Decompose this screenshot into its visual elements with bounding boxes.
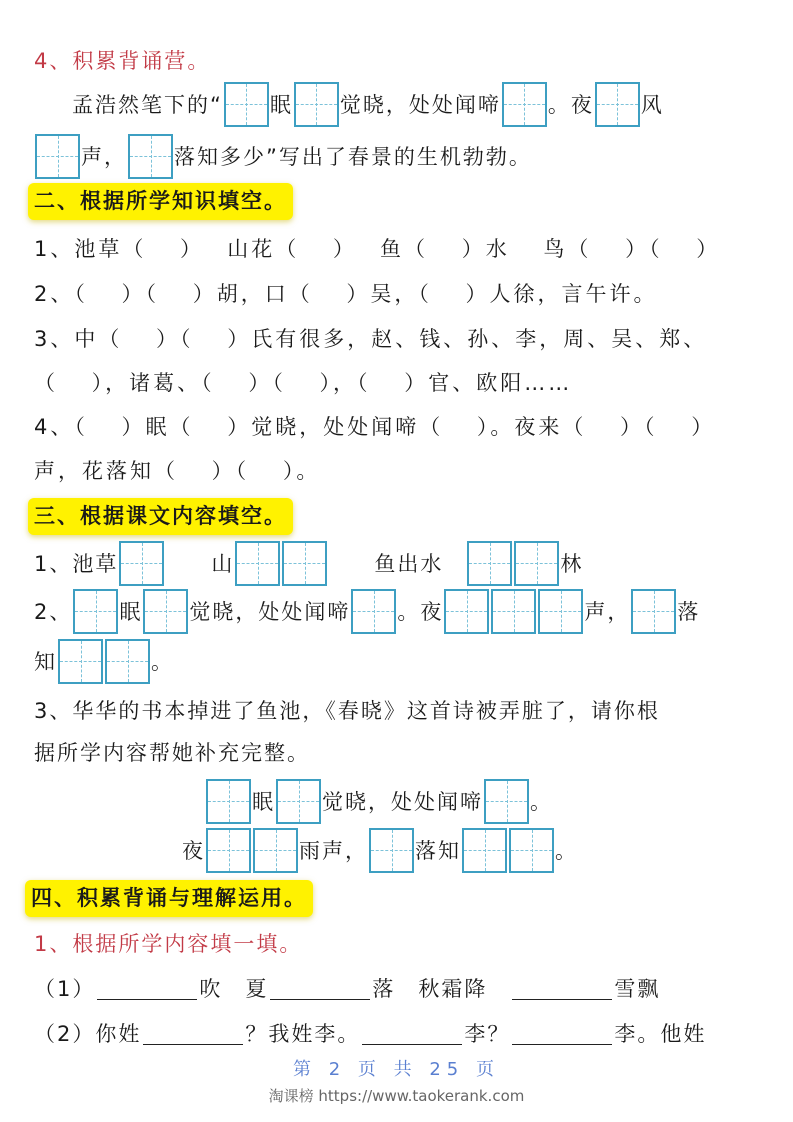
text-segment: 李？ [464,1022,511,1046]
answer-blank[interactable] [270,977,370,1000]
text-segment: 夜 [182,839,205,863]
writing-grid-box[interactable] [253,828,298,873]
writing-grid-box[interactable] [444,589,489,634]
text-segment: 觉晓，处处闻啼 [189,600,351,624]
writing-grid-box[interactable] [538,589,583,634]
heading-section-4: 四、积累背诵与理解运用。 [25,880,313,917]
text-segment: 3、华华的书本掉进了鱼池，《春晓》这首诗被弄脏了，请你根 [34,699,660,723]
text-segment: 吹 夏 [199,977,269,1001]
answer-blank[interactable] [512,977,612,1000]
writing-grid-box[interactable] [128,134,173,179]
answer-blank[interactable] [143,1022,243,1045]
writing-grid-box[interactable] [491,589,536,634]
answer-blank[interactable] [362,1022,462,1045]
text-segment: 眠 [119,600,143,624]
writing-grid-box[interactable] [631,589,676,634]
text-segment: 李。他姓 [614,1022,707,1046]
text-line [34,587,700,635]
text-segment: 林 [560,552,584,576]
watermark: 淘课榜 https://www.taokerank.com [268,1087,525,1105]
text-segment: 。 [151,650,174,674]
text-line: 声，花落知（ ）（ ）。 [34,459,321,483]
text-segment: 风 [640,93,664,117]
writing-grid-box[interactable] [235,541,280,586]
text-segment: （2）你姓 [34,1022,142,1046]
writing-grid-box[interactable] [467,541,512,586]
writing-grid-box[interactable] [462,828,507,873]
text-segment: 2、 [34,600,73,624]
text-segment: （1） [34,977,96,1001]
writing-grid-box[interactable] [294,82,339,127]
text-segment: 眠 [269,93,293,117]
text-line [182,826,578,874]
writing-grid-box[interactable] [206,779,251,824]
text-segment: 。 [530,790,553,814]
text-line [72,80,664,128]
text-line: 3、中（ ）（ ）氏有很多，赵、钱、孙、李，周、吴、郑、 [34,327,708,351]
text-segment: 据所学内容帮她补充完整。 [34,741,310,765]
text-segment: 眠 [252,790,275,814]
text-line [205,777,553,825]
text-segment: 落知 [415,839,461,863]
text-segment: 知 [34,650,57,674]
text-line [34,728,310,776]
heading-section-3: 三、根据课文内容填空。 [28,498,293,535]
text-segment: 。夜 [547,93,594,117]
writing-grid-box[interactable] [58,639,103,684]
text-segment: 。夜 [397,600,444,624]
text-line: 4、（ ）眠（ ）觉晓，处处闻啼（ ）。夜来（ ）（ ） [34,415,716,439]
subheading-fill: 1、根据所学内容填一填。 [34,932,303,956]
text-segment: 雪飘 [614,977,661,1001]
writing-grid-box[interactable] [509,828,554,873]
text-segment: 。 [555,839,578,863]
page-number: 第 2 页 共 25 页 [293,1059,500,1080]
text-line: （ ），诸葛、（ ）（ ），（ ）官、欧阳…… [34,371,573,395]
text-segment: 山 [165,552,235,576]
text-line [34,686,660,734]
text-line [34,1009,706,1057]
text-line [34,964,660,1012]
text-segment: 鱼出水 [328,552,467,576]
writing-grid-box[interactable] [105,639,150,684]
writing-grid-box[interactable] [73,589,118,634]
text-line: 1、池草（ ） 山花（ ） 鱼（ ）水 鸟（ ）（ ） [34,237,721,261]
writing-grid-box[interactable] [514,541,559,586]
text-segment: 落知多少”写出了春景的生机勃勃。 [174,145,532,169]
writing-grid-box[interactable] [484,779,529,824]
text-segment: 落 秋霜降 [372,977,511,1001]
writing-grid-box[interactable] [282,541,327,586]
text-segment: 声， [584,600,631,624]
writing-grid-box[interactable] [369,828,414,873]
writing-grid-box[interactable] [143,589,188,634]
writing-grid-box[interactable] [35,134,80,179]
writing-grid-box[interactable] [351,589,396,634]
text-segment: 孟浩然笔下的“ [72,93,223,117]
writing-grid-box[interactable] [595,82,640,127]
section-title-recitation: 4、积累背诵营。 [34,49,211,73]
writing-grid-box[interactable] [502,82,547,127]
answer-blank[interactable] [97,977,197,1000]
answer-blank[interactable] [512,1022,612,1045]
text-line [34,132,532,180]
text-segment: 觉晓，处处闻啼 [339,93,501,117]
text-line [34,539,583,587]
text-segment: 雨声， [299,839,368,863]
heading-section-2: 二、根据所学知识填空。 [28,183,293,220]
text-segment: 落 [677,600,701,624]
writing-grid-box[interactable] [206,828,251,873]
text-line: 2、（ ）（ ）胡，口（ ）吴，（ ）人徐，言午许。 [34,282,658,306]
writing-grid-box[interactable] [276,779,321,824]
text-segment: 觉晓，处处闻啼 [322,790,483,814]
text-segment: ？我姓李。 [245,1022,361,1046]
writing-grid-box[interactable] [119,541,164,586]
writing-grid-box[interactable] [224,82,269,127]
text-segment: 1、池草 [34,552,119,576]
text-line [34,637,174,685]
text-segment: 声， [81,145,127,169]
